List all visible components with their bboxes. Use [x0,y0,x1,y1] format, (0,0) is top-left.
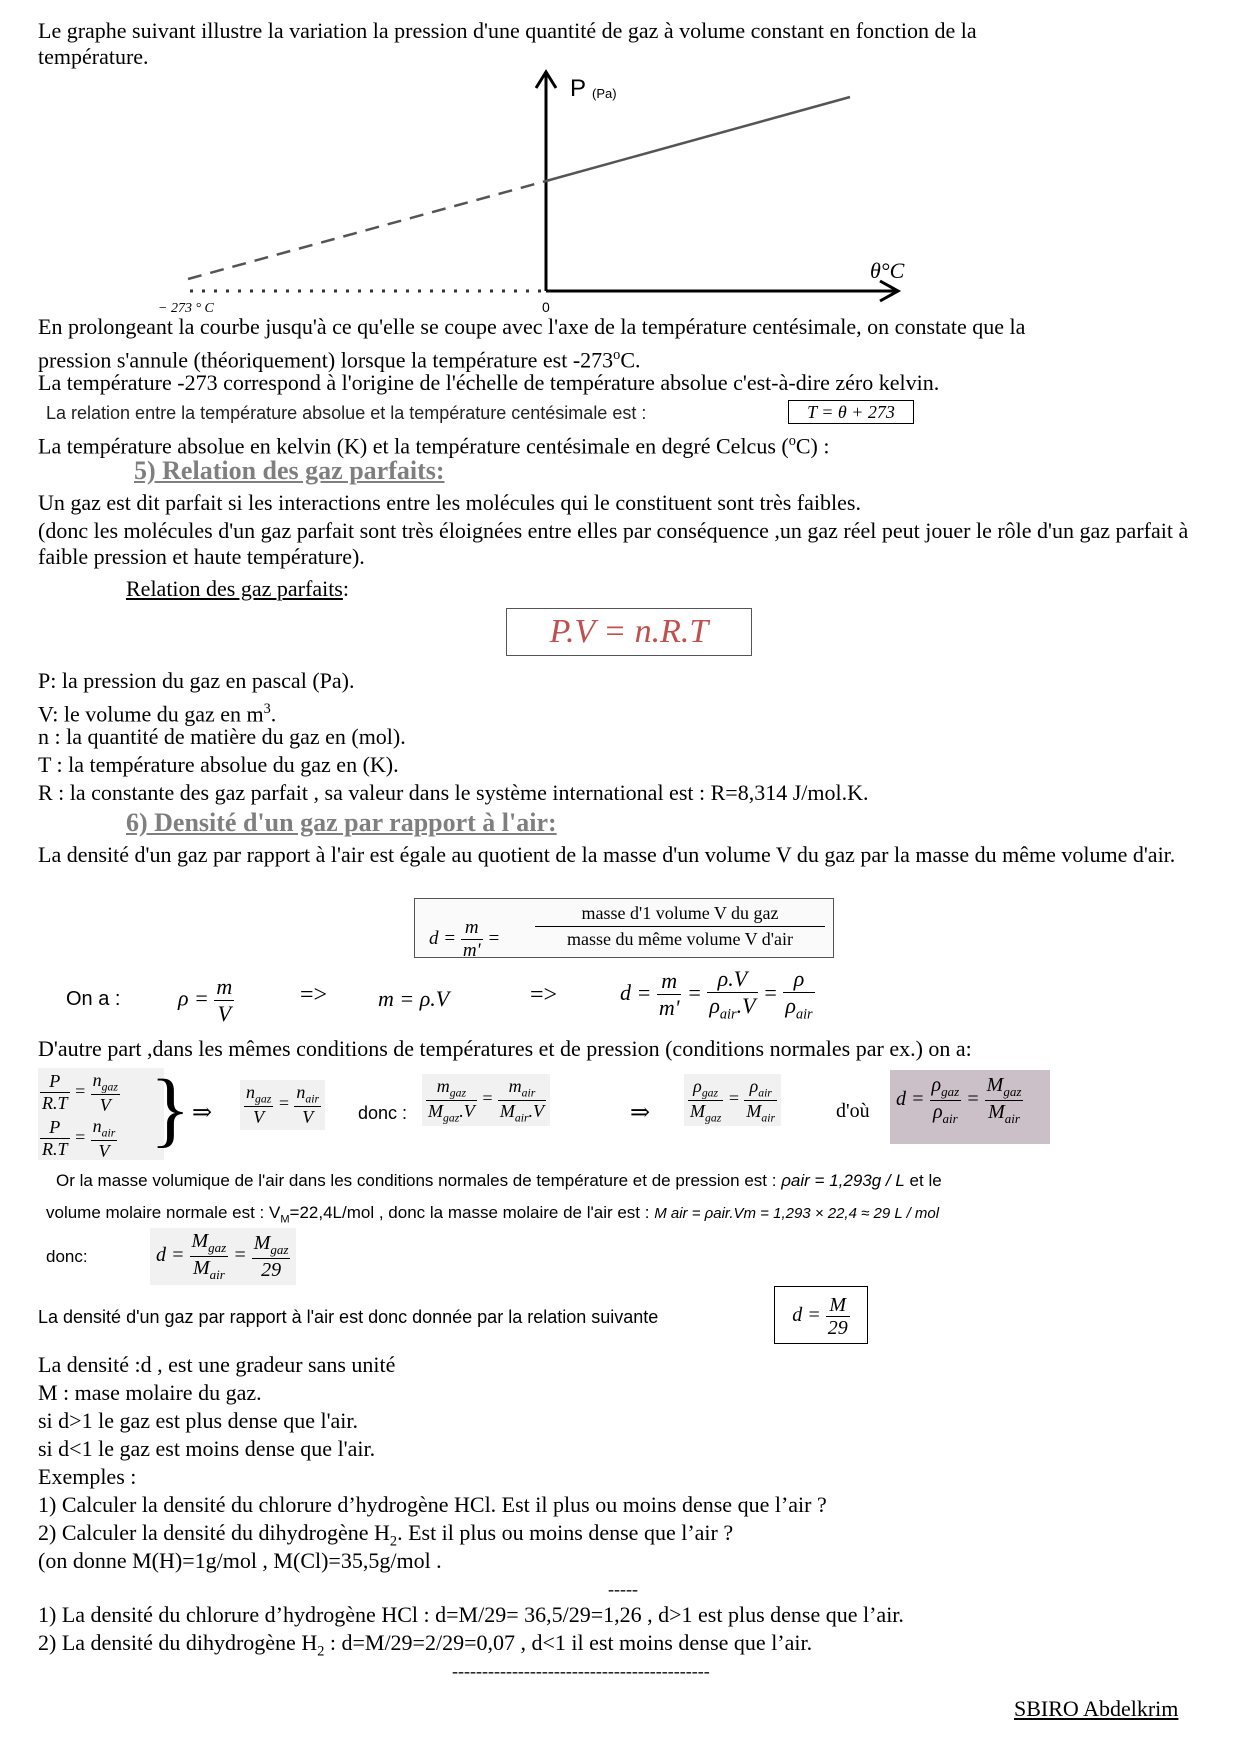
author: SBIRO Abdelkrim [1014,1696,1179,1721]
donc2-label: donc: [46,1247,88,1266]
donc-label: donc : [358,1103,408,1123]
extrapolation-line [188,181,546,279]
arrow-2: => [530,982,558,1008]
m-equality: $\frac{m_{gaz}}{M_{gaz}.V}$ = $\frac{m_{air}}{M_{air}.V}$ [422,1074,550,1126]
y-axis-unit: (Pa) [592,86,617,101]
para1-line-2: pression s'annule (théoriquement) lorsque la température est -273$^o$C. [38,347,641,373]
def-v: V: le volume du gaz en $m^3$. [38,701,277,727]
section5-p2: (donc les molécules d'un gaz parfait sont très éloignées entre elles par conséquence ,un gaz réel peut jouer le rôle d'un gaz parfait à faible pression et haute température). [38,518,1189,569]
section5-title: 5) Relation des gaz parfaits: [134,456,445,485]
def-n: n : la quantité de matière du gaz en (mol). [38,724,406,749]
answer-2: 2) La densité du dihydrogène $H_2$ : d=M/29=2/29=0,07 , d<1 il est moins dense que l’air. [38,1630,813,1660]
para1-line-5: La température absolue en kelvin (K) et la température centésimale en degré Celcus ($^o$C) : [38,433,830,459]
d-rho-formula: d = $\frac{m}{m'}$ = $\frac{\rho.V}{\rho_{air}.V}$ = $\frac{\rho}{\rho_{air}}$ [620,966,813,1023]
section6-p1: La densité d'un gaz par rapport à l'air est égale au quotient de la masse d'un volume V du gaz par la masse du même volume d'air. [38,842,1176,867]
rho-equality: $\frac{\rho_{gaz}}{M_{gaz}}$ = $\frac{\rho_{air}}{M_{air}}$ [684,1074,781,1126]
conclusion-text: La densité d'un gaz par rapport à l'air est donc donnée par la relation suivante [38,1307,659,1327]
prop-denser: si d>1 le gaz est plus dense que l'air. [38,1408,359,1433]
intro-line-1: Le graphe suivant illustre la variation la pression d'une quantité de gaz à volume constant en fonction de la [38,18,977,43]
m-formula: m = ρ.V [378,986,450,1011]
section5-p1: Un gaz est dit parfait si les interactions entre les molécules qui le constituent sont très faibles. [38,490,861,515]
separator-1: ----- [608,1579,638,1599]
arrow-1: => [300,982,328,1008]
def-p: P: la pression du gaz en pascal (Pa). [38,668,355,693]
implies-1: ⇒ [192,1100,213,1126]
relation-text: La relation entre la température absolue et la température centésimale est : [46,403,647,423]
d-mgaz-29: d = $\frac{M_{gaz}}{M_{air}}$ = $\frac{M_{gaz}}{29}$ [150,1228,296,1285]
prop-unitless: La densité :d , est une gradeur sans unité [38,1352,396,1377]
conclusion-formula-box: d = $\frac{M}{29}$ [774,1286,868,1344]
section6-p2: D'autre part ,dans les mêmes conditions de températures et de pression (conditions normales par ex.) on a: [38,1036,972,1061]
example-2: 2) Calculer la densité du dihydrogène $H_2$. Est il plus ou moins dense que l’air ? [38,1520,734,1550]
implies-2: ⇒ [630,1100,651,1126]
pressure-temperature-graph [150,66,930,312]
relation-formula-box: T = θ + 273 [788,400,914,424]
n-equality: $\frac{n_{gaz}}{V}$ = $\frac{n_{air}}{V}$ [240,1080,325,1130]
prop-less-dense: si d<1 le gaz est moins dense que l'air. [38,1436,376,1461]
para1-line-3: La température -273 correspond à l'origine de l'échelle de température absolue c'est-à-dire zéro kelvin. [38,370,940,395]
dou-label: d'où [836,1100,870,1122]
x-axis-label: θ°C [870,258,905,283]
def-r: R : la constante des gaz parfait , sa valeur dans le système international est : R=8,314 J/mol.K. [38,780,869,805]
given-values: (on donne M(H)=1g/mol , M(Cl)=35,5g/mol . [38,1548,442,1573]
ideal-gas-formula-box: P.V = n.R.T [506,608,752,656]
answer-1: 1) La densité du chlorure d’hydrogène HCl : d=M/29= 36,5/29=1,26 , d>1 est plus dense que l’air. [38,1602,904,1627]
rho-formula: ρ = $\frac{m}{V}$ [178,974,233,1026]
density-definition-fraction: masse d'1 volume V du gaz masse du même volume V d'air [535,903,825,950]
def-t: T : la température absolue du gaz en (K). [38,752,399,777]
density-result-box: d = $\frac{\rho_{gaz}}{\rho_{air}}$ = $\frac{M_{gaz}}{M_{air}}$ [890,1070,1050,1144]
system-equations: $\frac{P}{R.T}$ = $\frac{n_{gaz}}{V}$ $\frac{P}{R.T}$ = $\frac{n_{air}}{V}$ } [38,1068,164,1160]
example-1: 1) Calculer la densité du chlorure d’hydrogène HCl. Est il plus ou moins dense que l’air ? [38,1492,827,1517]
x-origin-label: 0 [542,299,550,312]
section6-title: 6) Densité d'un gaz par rapport à l'air: [126,808,557,837]
section5-sub: Relation des gaz parfaits: [126,576,349,601]
separator-2: ------------------------------------------- [452,1661,710,1681]
x-minus273-label: − 273 ° C [158,301,214,312]
prop-molar-mass: M : mase molaire du gaz. [38,1380,262,1405]
on-a-label: On a : [66,988,121,1010]
or-line-1: Or la masse volumique de l'air dans les conditions normales de température et de pression est : ρair = 1,293g / L et le [56,1171,942,1190]
intro-line-2: température. [38,44,149,69]
or-line-2: volume molaire normale est : $V_M=22,4L$/mol , donc la masse molaire de l'air est : M air = ρair.Vm = 1,293 × 22,4 ≈ 29 L / mol [46,1203,940,1226]
pressure-line [546,97,850,181]
examples-label: Exemples : [38,1464,137,1489]
d-equals: d = $\frac{m}{m'}$ = [429,917,501,961]
density-definition-box [414,898,834,961]
y-axis-label: P [570,75,587,102]
para1-line-1: En prolongeant la courbe jusqu'à ce qu'elle se coupe avec l'axe de la température centésimale, on constate que la [38,314,1026,339]
